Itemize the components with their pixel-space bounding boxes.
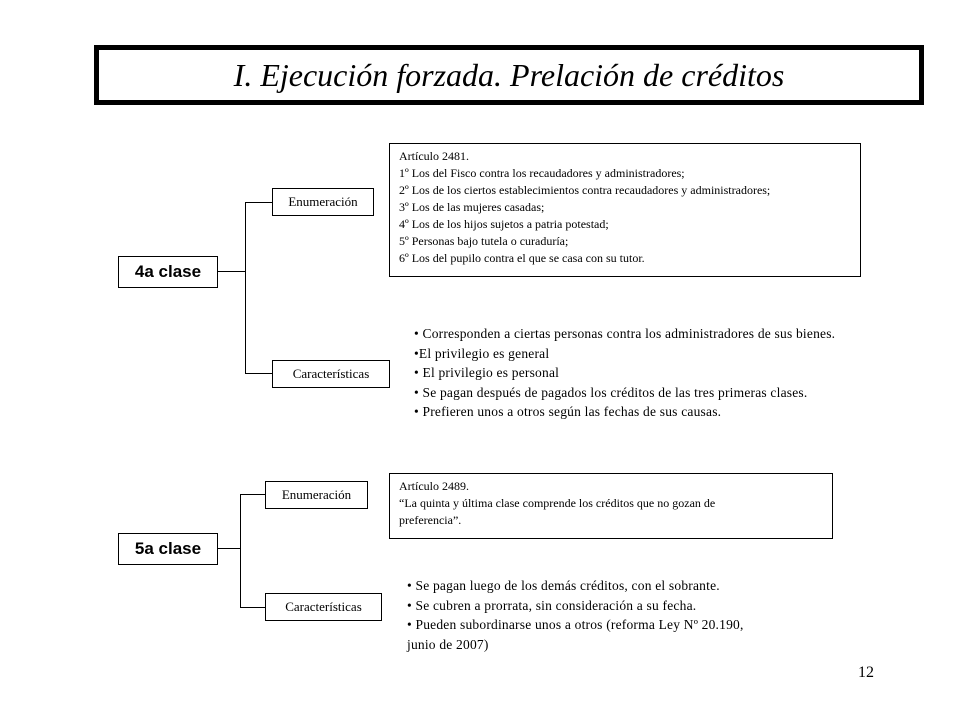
clase4-label: 4a clase (134, 262, 202, 281)
clase5-box (118, 533, 218, 565)
clase5-articulo-line: Artículo 2489. (399, 479, 469, 493)
clase4-articulo-line: 6º Los del pupilo contra el que se casa con su tutor. (399, 251, 645, 265)
clase4-caracteristicas-box (272, 360, 390, 388)
clase5-bullet-item: • Se cubren a prorrata, sin consideración a su fecha. (407, 597, 697, 613)
clase4-articulo-line: 4º Los de los hijos sujetos a patria potestad; (399, 217, 609, 231)
clase4-branch-top (245, 202, 272, 203)
clase5-articulo-line: “La quinta y última clase comprende los créditos que no gozan de (399, 496, 716, 510)
clase4-box (118, 256, 218, 288)
clase4-articulo-line: Artículo 2481. (399, 149, 469, 163)
clase4-bullet-item: • Prefieren unos a otros según las fechas de sus causas. (414, 404, 722, 419)
clase5-enumeracion-box (265, 481, 368, 509)
clase5-articulo-box (389, 473, 833, 539)
clase5-caracteristicas-label: Características (285, 599, 362, 614)
clase4-connector-v (245, 202, 246, 374)
clase5-branch-top (240, 494, 265, 495)
clase4-connector-h (218, 271, 245, 272)
clase4-bullet-item: • El privilegio es personal (414, 365, 560, 380)
clase5-label: 5a clase (134, 539, 202, 558)
clase5-bullet-item: junio de 2007) (407, 636, 489, 652)
clase5-connector-v (240, 494, 241, 608)
clase5-bullet-item: • Pueden subordinarse unos a otros (reforma Ley Nº 20.190, (407, 617, 744, 632)
clase4-bullet-item: •El privilegio es general (414, 345, 550, 361)
page-number: 12 (858, 664, 874, 681)
clase5-enumeracion-label: Enumeración (281, 487, 352, 502)
clase4-articulo-line: 5º Personas bajo tutela o curaduría; (399, 234, 569, 248)
clase4-bullet-item: • Se pagan después de pagados los créditos de las tres primeras clases. (414, 384, 808, 400)
clase5-caracteristicas-box (265, 593, 382, 621)
page-title: I. Ejecución forzada. Prelación de créditos (233, 56, 785, 93)
clase5-caracteristicas-list (407, 576, 744, 654)
clase4-caracteristicas-list (414, 324, 835, 422)
clase4-bullet-item: • Corresponden a ciertas personas contra los administradores de sus bienes. (414, 326, 836, 341)
clase4-articulo-line: 3º Los de las mujeres casadas; (399, 200, 545, 214)
clase5-articulo-line: preferencia”. (399, 513, 462, 527)
clase4-branch-bottom (245, 373, 272, 374)
clase4-articulo-box (389, 143, 861, 277)
clase4-articulo-line: 2º Los de los ciertos establecimientos contra recaudadores y administradores; (399, 183, 771, 197)
clase5-branch-bottom (240, 607, 265, 608)
clase4-enumeracion-label: Enumeración (288, 194, 358, 209)
clase4-articulo-line: 1º Los del Fisco contra los recaudadores y administradores; (399, 166, 685, 180)
clase5-connector-h (218, 548, 240, 549)
title-box (94, 45, 924, 105)
clase4-enumeracion-box (272, 188, 374, 216)
clase5-bullet-item: • Se pagan luego de los demás créditos, con el sobrante. (407, 578, 720, 593)
clase4-caracteristicas-label: Características (292, 366, 370, 381)
